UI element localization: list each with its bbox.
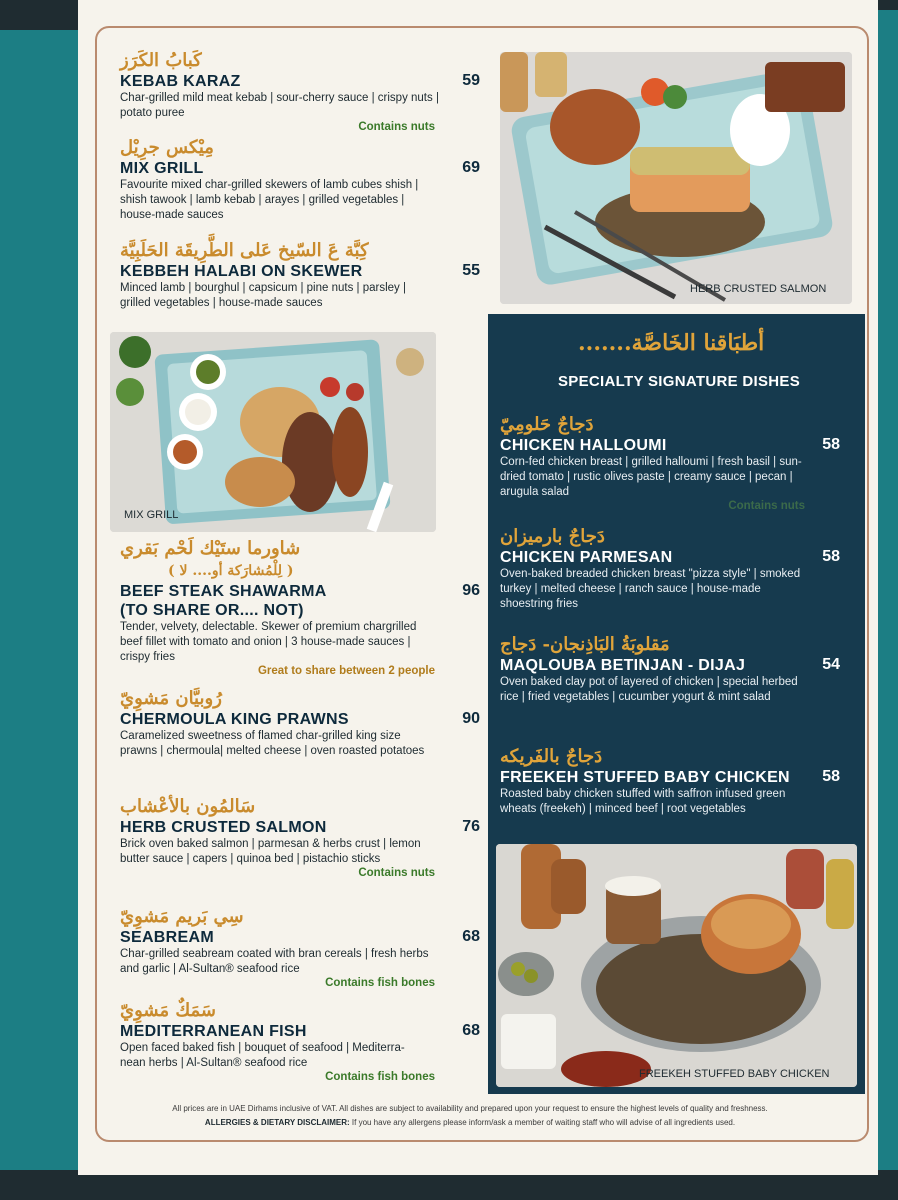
item-name: SEABREAM [120,929,214,946]
menu-item-herb-salmon [120,796,480,879]
disclaimer-label: ALLERGIES & DIETARY DISCLAIMER: [204,1118,350,1127]
item-arabic-name: كِبَّة عَ السّيخ عَلى الطَّرِيقَة الحَلَبِيَّة [120,240,369,261]
item-name: MEDITERRANEAN FISH [120,1023,307,1040]
photo-caption: MIX GRILL [124,509,179,521]
menu-item-chermoula-prawns [120,688,480,759]
item-note: Contains fish bones [325,1071,435,1083]
item-arabic-name: سَمَكٌ مَشوِيّ [120,1000,217,1021]
photo-caption: HERB CRUSTED SALMON [690,283,827,295]
menu-item-beef-shawarma [120,538,480,677]
item-name: MIX GRILL [120,160,204,177]
item-price: 96 [462,582,480,599]
item-name: KEBBEH HALABI ON SKEWER [120,263,363,280]
item-arabic-name: دَجاجٌ بالفَريكه [500,746,603,767]
specialty-section [488,314,865,1094]
item-note: Contains nuts [358,867,435,879]
menu-item-mediterranean-fish [120,1000,480,1083]
item-name: CHICKEN HALLOUMI [500,437,667,454]
item-price: 58 [822,548,840,565]
item-price: 69 [462,159,480,176]
item-note: Contains nuts [728,500,805,512]
item-price: 76 [462,818,480,835]
item-description: Char-grilled seabream coated with bran cereals | fresh herbs and garlic | Al-Sultan® seafood rice [120,948,429,975]
item-price: 68 [462,1022,480,1039]
item-name: CHERMOULA KING PRAWNS [120,711,349,728]
item-description: Caramelized sweetness of flamed char-grilled king size prawns | chermoula| melted cheese | oven roasted potatoes [120,730,425,757]
price-disclaimer: All prices are in UAE Dirhams inclusive of VAT. All dishes are subject to availability and prepared upon your request to ensure the highest levels of quality and freshness. [172,1104,768,1113]
item-arabic-name: مِيْكس جرِيْل [120,137,214,158]
menu-item-freekeh-chicken [500,746,840,817]
item-note: Contains nuts [358,121,435,133]
item-subtitle: (TO SHARE OR.... NOT) [120,602,304,619]
menu-item-maqlouba [500,634,840,705]
item-description: Open faced baked fish | bouquet of seafood | Mediterra-nean herbs | Al-Sultan® seafood rice [120,1042,405,1069]
item-arabic-subtitle: ( لِلْمُشارَكة أو.... لا ) [168,563,294,579]
item-price: 54 [822,656,840,673]
item-price: 55 [462,262,480,279]
menu-item-chicken-halloumi [500,414,840,512]
item-price: 68 [462,928,480,945]
item-arabic-name: سَالمُون بالأعْشاب [120,796,256,817]
freekeh-chicken-photo [496,844,857,1087]
item-description: Favourite mixed char-grilled skewers of lamb cubes shish | shish tawook | lamb kebab | arayes | grilled vegetables | house-made sauces [120,179,419,221]
item-name: CHICKEN PARMESAN [500,549,673,566]
menu-item-chicken-parmesan [500,526,840,612]
item-name: FREEKEH STUFFED BABY CHICKEN [500,769,790,786]
item-arabic-name: رُوبيَّان مَشوِيّ [120,688,222,709]
item-price: 90 [462,710,480,727]
item-arabic-name: دَجاجٌ بارميزان [500,526,605,547]
menu-item-mix-grill [120,137,480,223]
item-description: Minced lamb | bourghul | capsicum | pine nuts | parsley | grilled vegetables | house-made sauces [120,282,406,309]
section-arabic-title: أطبَاقنا الخَاصَّة....... [578,330,765,356]
item-arabic-name: دَجاجٌ حَلومِيّ [500,414,594,435]
item-name: HERB CRUSTED SALMON [120,819,327,836]
menu-item-seabream [120,906,480,989]
item-note: Great to share between 2 people [257,665,435,677]
allergy-disclaimer [120,1116,820,1130]
item-price: 58 [822,768,840,785]
item-arabic-name: كَبابُ الكَرَز [120,50,202,71]
section-title: SPECIALTY SIGNATURE DISHES [558,373,800,390]
item-name: KEBAB KARAZ [120,73,241,90]
item-note: Contains fish bones [325,977,435,989]
item-name: BEEF STEAK SHAWARMA [120,583,327,600]
menu-footer [120,1102,820,1130]
disclaimer-text: If you have any allergens please inform/ask a member of waiting staff who will advise of all ingredients used. [349,1118,736,1127]
item-arabic-name: مَقلوبَةُ البَاذِنجان- دَجاج [500,634,670,655]
item-arabic-name: سِي بَريم مَشوِيّ [120,906,244,927]
item-description: Oven baked clay pot of layered of chicken | special herbed rice | fried vegetables | cucumber yogurt & mint salad [500,676,798,703]
salmon-photo [500,52,852,304]
photo-caption: FREEKEH STUFFED BABY CHICKEN [639,1068,830,1080]
item-name: MAQLOUBA BETINJAN - DIJAJ [500,657,746,674]
menu-item-kebab-karaz [120,50,480,133]
item-description: Char-grilled mild meat kebab | sour-cherry sauce | crispy nuts | potato puree [120,92,439,119]
item-price: 58 [822,436,840,453]
item-description: Corn-fed chicken breast | grilled halloumi | fresh basil | sun-dried tomato | rustic olives paste | creamy sauce | pecan | arugula salad [500,456,802,498]
item-price: 59 [462,72,480,89]
item-description: Tender, velvety, delectable. Skewer of premium chargrilled beef fillet with tomato and onion | 3 house-made sauces | crispy fries [120,621,417,663]
item-arabic-name: شاورما ستَيْك لَحْم بَقري [120,538,301,559]
item-description: Brick oven baked salmon | parmesan & herbs crust | lemon butter sauce | capers | quinoa bed | pistachio sticks [120,838,421,865]
item-description: Roasted baby chicken stuffed with saffron infused green wheats (freekeh) | minced beef | root vegetables [500,788,786,815]
mix-grill-photo [110,332,436,532]
menu-item-kebbeh-halabi [120,240,480,311]
item-description: Oven-baked breaded chicken breast "pizza style" | smoked turkey | melted cheese | ranch sauce | house-made shoestring fries [500,568,801,610]
